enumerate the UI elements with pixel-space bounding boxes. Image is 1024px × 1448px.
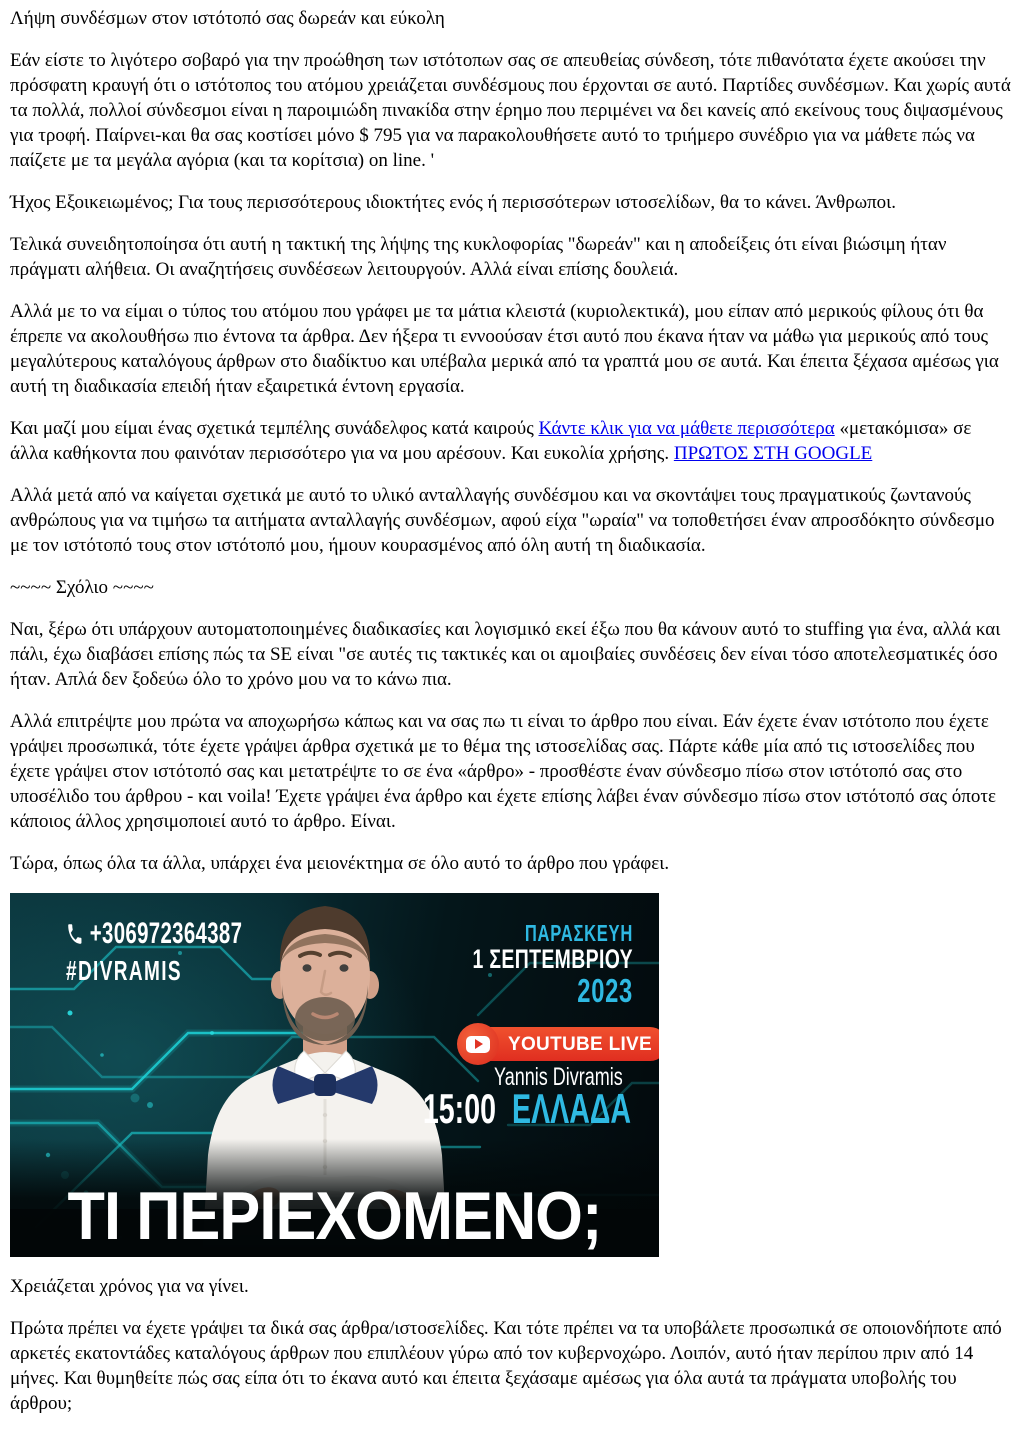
- contact-block: [66, 915, 242, 989]
- first-in-google-link[interactable]: ΠΡΩΤΟΣ ΣΤΗ GOOGLE: [673, 443, 873, 464]
- youtube-live-label: YOUTUBE LIVE: [508, 1033, 653, 1055]
- presenter-name: Yannis Divramis: [494, 1063, 623, 1091]
- paragraph-4: Αλλά με το να είμαι ο τύπος του ατόμου που γράφει με τα μάτια κλειστά (κυριολεκτικά), μου είπαν από μερικούς φίλους ότι θα έπρεπε να ακολουθήσω πιο έντονα τα άρθρα. Δεν ήξερα τι εννοούσαν έτσι αυτό που έκανα ήταν να μάθω για μερικούς από τους μεγαλύτερους καταλόγους άρθρων στο διαδίκτυο και υπέβαλα μερικά από τα γραπτά μου σε αυτά. Και έπειτα ξέχασα αμέσως για αυτή τη διαδικασία επειδή ήταν εξαιρετικά έντονη εργασία.: [10, 301, 999, 397]
- paragraph-5-text-mid: «μετακόμισα» σε άλλα καθήκοντα που φαινόταν περισσότερο για να μου αρέσουν. Και ευκολία χρήσης.: [10, 418, 972, 464]
- paragraph-12: Πρώτα πρέπει να έχετε γράψει τα δικά σας άρθρα/ιστοσελίδες. Και τότε πρέπει να τα υποβάλετε προσωπικά σε οποιονδήποτε από αρκετές εκατοντάδες καταλόγους άρθρων που επιπλέουν γύρω από τον κυβερνοχώρο. Λοιπόν, αυτό ήταν περίπου πριν από 14 μήνες. Και θυμηθείτε πώς σας είπα ότι το έκανα αυτό και έπειτα ξεχάσαμε αμέσως για όλα αυτά τα πράγματα υποβολής του άρθρου;: [10, 1318, 1002, 1414]
- learn-more-link[interactable]: Κάντε κλικ για να μάθετε περισσότερα: [538, 418, 835, 439]
- page-title: Λήψη συνδέσμων στον ιστότοπό σας δωρεάν και εύκολη: [10, 8, 445, 29]
- paragraph-10: Τώρα, όπως όλα τα άλλα, υπάρχει ένα μειονέκτημα σε όλο αυτό το άρθρο που γράφει.: [10, 853, 670, 874]
- youtube-live-badge: [462, 1027, 659, 1061]
- event-time: 15:00: [422, 1085, 496, 1132]
- paragraph-9: Αλλά επιτρέψτε μου πρώτα να αποχωρήσω κάπως και να σας πω τι είναι το άρθρο που είναι. Εάν έχετε έναν ιστότοπο που έχετε γράψει προσωπικά, τότε έχετε γράψει άρθρα σχετικά με το θέμα της ιστοσελίδας σας. Πάρτε κάθε μία από τις ιστοσελίδες που έχετε γράψει στον ιστότοπό σας και μετατρέψτε το σε ένα «άρθρο» - προσθέστε έναν σύνδεσμο πίσω στον ιστότοπό σας στο υποσέλιδο του άρθρου - και voila! Έχετε γράψει ένα άρθρο και έχετε επίσης λάβει έναν σύνδεσμο πίσω στον ιστότοπό σας όποτε κάποιος άλλος χρησιμοποιεί αυτό το άρθρο. Είναι.: [10, 711, 996, 832]
- paragraph-11: Χρειάζεται χρόνος για να γίνει.: [10, 1276, 249, 1297]
- event-region: ΕΛΛΑΔΑ: [512, 1085, 631, 1132]
- promo-banner: [10, 893, 659, 1257]
- paragraph-6: Αλλά μετά από να καίγεται σχετικά με αυτό το υλικό ανταλλαγής συνδέσμου και να σκοντάψει τους πραγματικούς ζωντανούς ανθρώπους για να τιμήσω τα αιτήματα ανταλλαγής συνδέσμων, αφού είχα "ωραία" να τοποθετήσει έναν απροσδόκητο σύνδεσμο με τον ιστότοπό τους στον ιστότοπό μου, ήμουν κουρασμένος από όλη αυτή τη διαδικασία.: [10, 485, 995, 556]
- paragraph-5-text-pre: Και μαζί μου είμαι ένας σχετικά τεμπέλης συνάδελφος κατά καιρούς: [10, 418, 539, 439]
- event-day: ΠΑΡΑΣΚΕΥΗ: [524, 920, 633, 946]
- paragraph-1: Εάν είστε το λιγότερο σοβαρό για την προώθηση των ιστότοπων σας σε απευθείας σύνδεση, τότε πιθανότατα έχετε ακούσει την πρόσφατη κραυγή ότι ο ιστότοπος του ατόμου χρειάζεται συνδέσμους που έρχονται σε αυτό. Παρτίδες συνδέσμων. Και χωρίς αυτά τα πολλά, πολλοί σύνδεσμοι είναι η παροιμιώδη πινακίδα στην έρημο που περιμένει να δει κανείς από εκείνους τους διψασμένους για τροφή. Παίρνει-και θα σας κοστίσει μόνο $ 795 για να παρακολουθήσετε αυτό το τριήμερο συνέδριο για να μάθετε πώς να παίζετε με τα μεγάλα αγόρια (και τα κορίτσια) on line. ': [10, 50, 1011, 171]
- event-date: 1 ΣΕΠΤΕΜΒΡΙΟΥ: [472, 944, 633, 974]
- youtube-play-icon: [457, 1023, 499, 1065]
- paragraph-2: Ήχος Εξοικειωμένος; Για τους περισσότερους ιδιοκτήτες ενός ή περισσότερων ιστοσελίδων, θα το κάνει. Άνθρωποι.: [10, 192, 897, 213]
- event-time-row: [423, 1087, 631, 1131]
- phone-icon: [66, 921, 84, 947]
- event-year: 2023: [577, 972, 633, 1009]
- hashtag: #DIVRAMIS: [66, 955, 182, 986]
- paragraph-3: Τελικά συνειδητοποίησα ότι αυτή η τακτική της λήψης της κυκλοφορίας "δωρεάν" και η αποδείξεις ότι είναι βιώσιμη ήταν πράγματι αλήθεια. Οι αναζητήσεις συνδέσεων λειτουργούν. Αλλά είναι επίσης δουλειά.: [10, 234, 947, 280]
- event-date-block: [472, 921, 633, 1009]
- paragraph-8: Ναι, ξέρω ότι υπάρχουν αυτοματοποιημένες διαδικασίες και λογισμικό εκεί έξω που θα κάνουν αυτό το stuffing για ένα, αλλά και πάλι, έχω διαβάσει επίσης πώς τα SE είναι "σε αυτές τις τακτικές και οι αμοιβαίες συνδέσεις δεν είναι τόσο αποτελεσματικές όσο ήταν. Απλά δεν ξοδεύω όλο το χρόνο μου να το κάνω πια.: [10, 619, 1001, 690]
- banner-headline: ΤΙ ΠΕΡΙΕΧΟΜΕΝΟ;: [67, 1178, 602, 1254]
- comment-divider: ~~~~ Σχόλιο ~~~~: [10, 577, 154, 598]
- phone-number: +306972364387: [89, 917, 243, 950]
- paragraph-5: [10, 416, 1014, 466]
